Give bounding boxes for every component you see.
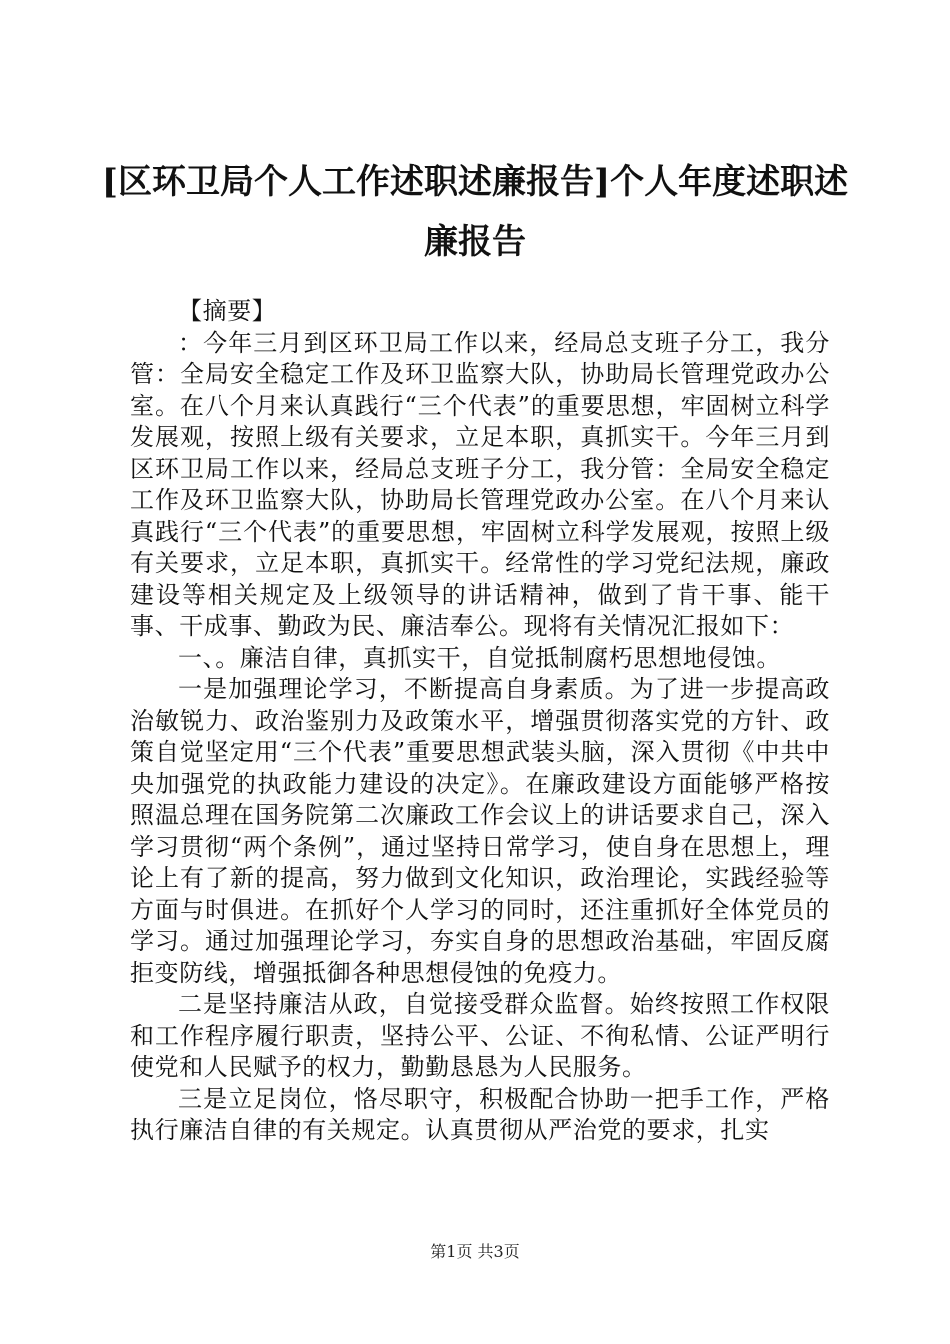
paragraph-1: ：今年三月到区环卫局工作以来，经局总支班子分工，我分管：全局安全稳定工作及环卫监察大队，协助局长管理党政办公室。在八个月来认真践行“三个代表”的重要思想，牢固树立科学发展观，按照上级有关要求，立足本职，真抓实干。今年三月到区环卫局工作以来，经局总支班子分工，我分管：全局安全稳定工作及环卫监察大队，协助局长管理党政办公室。在八个月来认真践行“三个代表”的重要思想，牢固树立科学发展观，按照上级有关要求，立足本职，真抓实干。经常性的学习党纪法规，廉政建设等相关规定及上级领导的讲话精神，做到了肯干事、能干事、干成事、勤政为民、廉洁奉公。现将有关情况汇报如下：: [130, 328, 830, 640]
paragraph-2: 一、。廉洁自律，真抓实干，自觉抵制腐朽思想地侵蚀。: [178, 643, 781, 672]
paragraph-5: 三是立足岗位，恪尽职守，积极配合协助一把手工作，严格执行廉洁自律的有关规定。认真贯彻从严治党的要求，扎实: [130, 1084, 830, 1144]
document-title: [区环卫局个人工作述职述廉报告]个人年度述职述廉报告: [101, 162, 849, 262]
abstract-heading: 【摘要】: [178, 297, 277, 325]
paragraph-3: 一是加强理论学习，不断提高自身素质。为了进一步提高政治敏锐力、政治鉴别力及政策水平，增强贯彻落实党的方针、政策自觉坚定用“三个代表”重要思想武装头脑，深入贯彻《中共中央加强党的执政能力建设的决定》。在廉政建设方面能够严格按照温总理在国务院第二次廉政工作会议上的讲话要求自己，深入学习贯彻“两个条例”，通过坚持日常学习，使自身在思想上，理论上有了新的提高，努力做到文化知识，政治理论，实践经验等方面与时俱进。在抓好个人学习的同时，还注重抓好全体党员的学习。通过加强理论学习，夯实自身的思想政治基础，牢固反腐拒变防线，增强抵御各种思想侵蚀的免疫力。: [130, 675, 830, 987]
document-body: [130, 296, 830, 1147]
paragraph-4: 二是坚持廉洁从政，自觉接受群众监督。始终按照工作权限和工作程序履行职责，坚持公平、公证、不徇私情、公证严明行使党和人民赋予的权力，勤勤恳恳为人民服务。: [130, 990, 830, 1081]
page-footer: 第1页 共3页: [430, 1242, 520, 1261]
